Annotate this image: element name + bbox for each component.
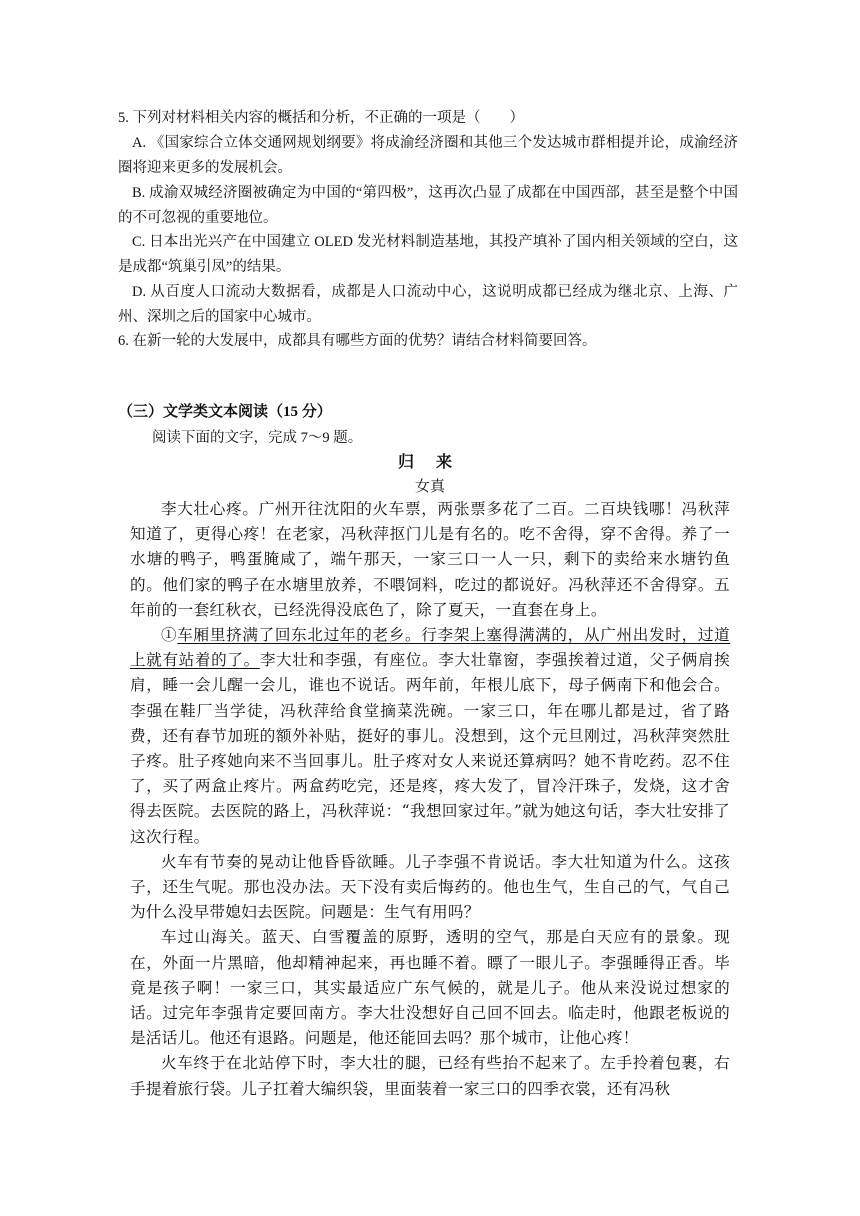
- story-author: 女真: [414, 477, 445, 495]
- question-5-option-b: B. 成渝双城经济圈被确定为中国的“第四极”，这再次凸显了成都在中国西部，甚至是整个中国的不可忽视的重要地位。: [118, 185, 738, 226]
- story-title: 归来: [397, 452, 474, 471]
- question-5-option-c: C. 日本出光兴产在中国建立 OLED 发光材料制造基地，其投产填补了国内相关领域的空白，这是成都“筑巢引凤”的结果。: [118, 234, 738, 275]
- circled-number-marker: ①: [161, 626, 178, 645]
- story-paragraph: 车过山海关。蓝天、白雪覆盖的原野，透明的空气，那是白天应有的景象。现在，外面一片黑暗，他却精神起来，再也睡不着。瞟了一眼儿子。李强睡得正香。毕竟是孩子啊！一家三口，其实最适应广东气候的，就是儿子。他从来没说过想家的话。过完年李强肯定要回南方。李大壮没想好自己回不回去。临走时，他跟老板说的是活话儿。他还有退路。问题是，他还能回去吗？那个城市，让他心疼！: [130, 928, 730, 1048]
- question-5-option-d: D. 从百度人口流动大数据看，成都是人口流动中心，这说明成都已经成为继北京、上海、广州、深圳之后的国家中心城市。: [118, 284, 738, 325]
- section-instruction: 阅读下面的文字，完成 7～9 题。: [152, 430, 363, 446]
- story-paragraph: [130, 623, 730, 850]
- underlined-sentence: 车厢里挤满了回东北过年的老乡。行李架上塞得满满的，从广州出发时，过道上就有站着的了。: [130, 626, 730, 670]
- question-6: 6. 在新一轮的大发展中，成都具有哪些方面的优势？请结合材料简要回答。: [118, 333, 597, 349]
- paragraph-text: 李大壮和李强，有座位。李大壮靠窗，李强挨着过道，父子俩肩挨肩，睡一会儿醒一会儿，谁也不说话。两年前，年根儿底下，母子俩南下和他会合。李强在鞋厂当学徒，冯秋萍给食堂摘菜洗碗。一家三口，年在哪儿都是过，省了路费，还有春节加班的额外补贴，挺好的事儿。没想到，这个元旦刚过，冯秋萍突然肚子疼。肚子疼她向来不当回事儿。肚子疼对女人来说还算病吗？她不肯吃药。忍不住了，买了两盒止疼片。两盒药吃完，还是疼，疼大发了，冒冷汗珠子，发烧，这才舍得去医院。去医院的路上，冯秋萍说：“我想回家过年。”就为她这句话，李大壮安排了这次行程。: [130, 651, 731, 846]
- question-5-stem: 5. 下列对材料相关内容的概括和分析，不正确的一项是（ ）: [118, 110, 524, 126]
- story-paragraph: 李大壮心疼。广州开往沈阳的火车票，两张票多花了二百。二百块钱哪！冯秋萍知道了，更得心疼！在老家，冯秋萍抠门儿是有名的。吃不舍得，穿不舍得。养了一水塘的鸭子，鸭蛋腌咸了，端午那天，一家三口一人一只，剩下的卖给来水塘钓鱼的。他们家的鸭子在水塘里放养，不喂饲料，吃过的都说好。冯秋萍还不舍得穿。五年前的一套红秋衣，已经洗得没底色了，除了夏天，一直套在身上。: [130, 500, 730, 619]
- section-title: （三）文学类文本阅读（15 分）: [118, 404, 332, 420]
- story-body: [130, 497, 730, 1102]
- story-paragraph: 火车有节奏的晃动让他昏昏欲睡。儿子李强不肯说话。李大壮知道为什么。这孩子，还生气呢。那也没办法。天下没有卖后悔药的。他也生气，生自己的气，气自己为什么没早带媳妇去医院。问题是：生气有用吗？: [130, 852, 730, 922]
- question-5-option-a: A. 《国家综合立体交通网规划纲要》将成渝经济圈和其他三个发达城市群相提并论，成渝经济圈将迎来更多的发展机会。: [118, 135, 738, 176]
- story-paragraph: 火车终于在北站停下时，李大壮的腿，已经有些抬不起来了。左手拎着包裹，右手提着旅行袋。儿子扛着大编织袋，里面装着一家三口的四季衣裳，还有冯秋: [130, 1054, 730, 1098]
